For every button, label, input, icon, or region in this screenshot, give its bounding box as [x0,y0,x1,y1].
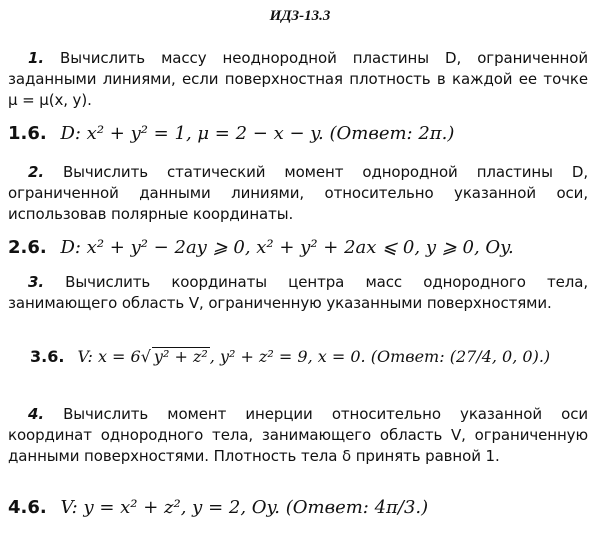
formula-3-6-radicand: y² + z² [153,347,208,366]
formula-3-6 [30,346,590,368]
formula-4-6 [8,496,592,520]
formula-1-6-answer: (Ответ: 2π.) [329,123,455,144]
formula-4-6-answer: (Ответ: 4π/3.) [285,497,429,518]
formula-2-6-body: D: x² + y² − 2ay ⩾ 0, x² + y² + 2ax ⩽ 0, y ⩾ 0, Oy. [60,237,514,258]
task-4 [8,404,588,467]
formula-1-6 [8,122,592,146]
task-3-number: 3. [28,273,44,291]
document-title: ИДЗ-13.3 [269,8,331,24]
formula-3-6-label: 3.6. [30,347,65,366]
task-3-text: Вычислить координаты центра масс однородного тела, занимающего область V, ограниченную указанными поверхностями. [8,273,588,312]
task-1-number: 1. [28,49,44,67]
task-4-text: Вычислить момент инерции относительно указанной оси координат однородного тела, занимающего область V, ограниченную данными поверхностями. Плотность тела δ принять равной 1. [8,405,589,465]
task-4-number: 4. [28,405,44,423]
task-2-text: Вычислить статический момент однородной пластины D, ограниченной данными линиями, относительно указанной оси, использовав полярные координаты. [8,163,588,223]
task-2-number: 2. [28,163,44,181]
task-1-text: Вычислить массу неоднородной пластины D, ограниченной заданными линиями, если поверхностная плотность в каждой ее точке μ = μ(x, y). [8,49,588,109]
formula-3-6-prefix: V: x = 6 [77,347,141,366]
formula-3-6-answer: (Ответ: (27/4, 0, 0).) [370,347,551,366]
formula-2-6 [8,236,592,260]
formula-2-6-label: 2.6. [8,237,47,258]
sqrt-sign-icon: √ [140,347,151,366]
formula-4-6-label: 4.6. [8,497,47,518]
task-1 [8,48,588,111]
formula-1-6-label: 1.6. [8,123,47,144]
formula-1-6-body: D: x² + y² = 1, μ = 2 − x − y. [60,123,324,144]
formula-3-6-rest: , y² + z² = 9, x = 0. [209,347,366,366]
task-2 [8,162,588,225]
task-3 [8,272,588,314]
formula-4-6-body: V: y = x² + z², y = 2, Oy. [60,497,281,518]
